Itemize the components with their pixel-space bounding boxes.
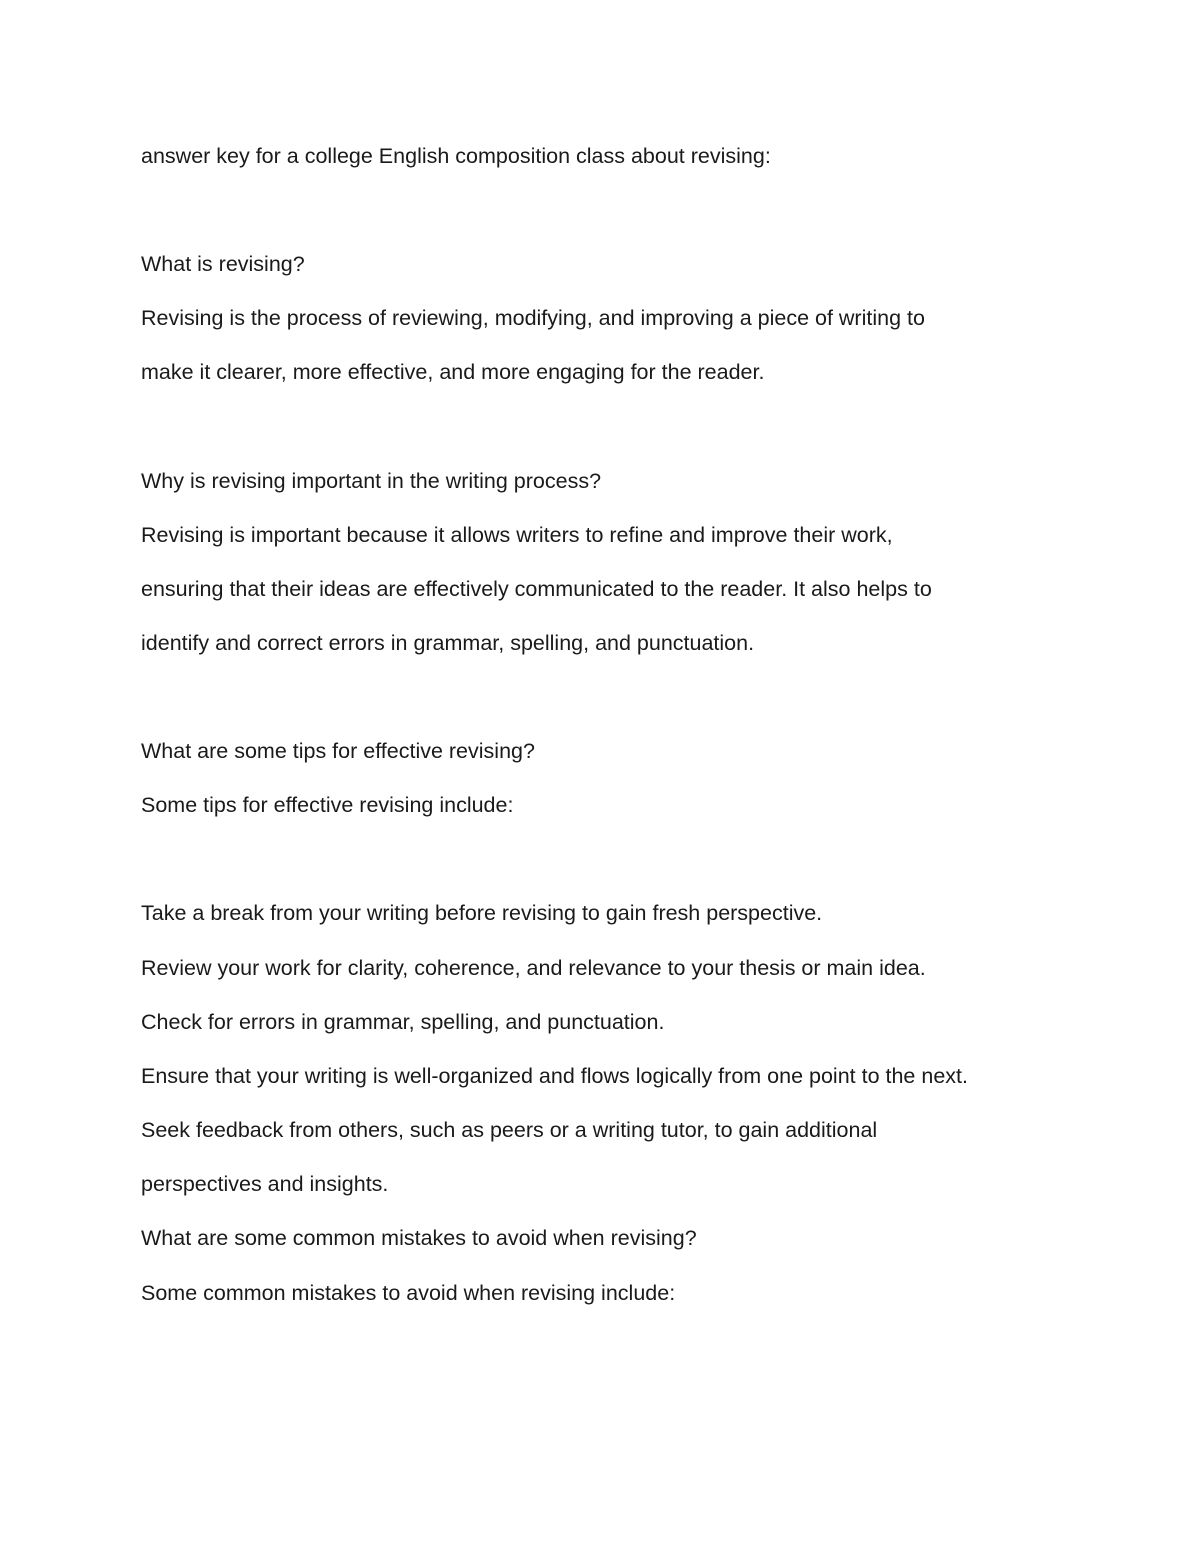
question-common-mistakes: What are some common mistakes to avoid when revising? (141, 1226, 697, 1250)
answer-line: Some tips for effective revising include: (141, 793, 514, 817)
tip-item: Take a break from your writing before revising to gain fresh perspective. (141, 901, 823, 925)
answer-line: Revising is important because it allows writers to refine and improve their work, (141, 523, 893, 547)
answer-line: Revising is the process of reviewing, modifying, and improving a piece of writing to (141, 306, 925, 330)
answer-line: ensuring that their ideas are effectively communicated to the reader. It also helps to (141, 577, 932, 601)
tip-item: Ensure that your writing is well-organized and flows logically from one point to the next. (141, 1064, 968, 1088)
question-why-important: Why is revising important in the writing process? (141, 469, 602, 493)
document-intro: answer key for a college English composition class about revising: (141, 144, 771, 168)
tip-item: Review your work for clarity, coherence, and relevance to your thesis or main idea. (141, 956, 926, 980)
answer-line: identify and correct errors in grammar, spelling, and punctuation. (141, 631, 755, 655)
question-what-is-revising: What is revising? (141, 252, 305, 276)
tip-item: Seek feedback from others, such as peers or a writing tutor, to gain additional (141, 1118, 878, 1142)
answer-line: make it clearer, more effective, and more engaging for the reader. (141, 360, 765, 384)
tip-item: perspectives and insights. (141, 1172, 389, 1196)
tip-item: Check for errors in grammar, spelling, and punctuation. (141, 1010, 665, 1034)
question-tips: What are some tips for effective revising? (141, 739, 535, 763)
mistakes-intro: Some common mistakes to avoid when revising include: (141, 1281, 676, 1305)
